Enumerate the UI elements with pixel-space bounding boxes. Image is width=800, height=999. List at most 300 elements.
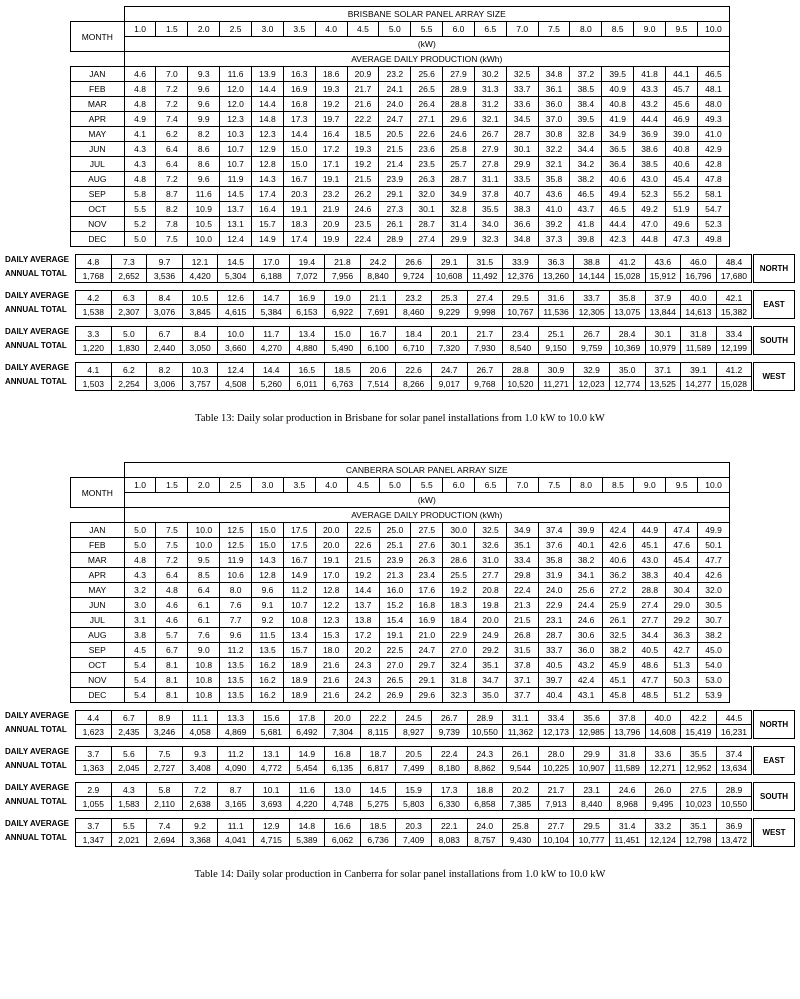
value-cell: 30.1: [506, 142, 538, 157]
value-cell: 19.2: [315, 97, 347, 112]
annual-total-label: ANNUAL TOTAL: [5, 341, 67, 350]
daily-average-cell: 21.7: [538, 783, 574, 797]
daily-average-label: DAILY AVERAGE: [5, 291, 70, 300]
value-cell: 21.0: [411, 628, 443, 643]
value-cell: 19.2: [347, 157, 379, 172]
value-cell: 11.9: [220, 553, 252, 568]
value-cell: 17.4: [252, 187, 284, 202]
daily-average-row: [76, 819, 752, 833]
value-cell: 23.2: [379, 67, 411, 82]
annual-total-cell: 4,420: [182, 269, 218, 283]
value-cell: 19.3: [347, 142, 379, 157]
daily-average-cell: 20.2: [503, 783, 539, 797]
annual-total-cell: 10,023: [681, 797, 717, 811]
table-row: [71, 142, 730, 157]
value-cell: 5.0: [124, 232, 156, 247]
daily-average-cell: 31.4: [609, 819, 645, 833]
daily-average-cell: 36.3: [538, 255, 574, 269]
value-cell: 34.2: [570, 157, 602, 172]
daily-average-cell: 9.3: [182, 747, 218, 761]
value-cell: 28.7: [506, 127, 538, 142]
value-cell: 42.8: [697, 157, 729, 172]
daily-average-cell: 21.8: [325, 255, 361, 269]
annual-total-cell: 5,681: [253, 725, 289, 739]
month-cell-mar: MAR: [71, 97, 125, 112]
summary-table-east: [75, 746, 752, 775]
value-cell: 30.1: [443, 538, 475, 553]
value-cell: 6.7: [156, 643, 188, 658]
summary-table-south: [75, 326, 752, 355]
value-cell: 7.6: [220, 598, 252, 613]
value-cell: 7.7: [220, 613, 252, 628]
value-cell: 42.4: [602, 523, 634, 538]
value-cell: 16.2: [252, 658, 284, 673]
month-cell-sep: SEP: [71, 643, 125, 658]
value-cell: 16.8: [283, 97, 315, 112]
value-cell: 38.2: [570, 172, 602, 187]
value-cell: 6.4: [156, 157, 188, 172]
daily-average-cell: 14.5: [218, 255, 254, 269]
value-cell: 24.7: [379, 112, 411, 127]
daily-average-cell: 10.1: [253, 783, 289, 797]
value-cell: 10.8: [188, 688, 220, 703]
size-header-18: 10.0: [697, 22, 729, 37]
annual-total-cell: 9,229: [431, 305, 467, 319]
annual-total-cell: 3,536: [147, 269, 183, 283]
annual-total-cell: 13,844: [645, 305, 681, 319]
value-cell: 30.2: [474, 67, 506, 82]
value-cell: 45.0: [698, 643, 730, 658]
daily-average-cell: 42.1: [716, 291, 752, 305]
production-table-canberra: [70, 462, 730, 703]
value-cell: 32.5: [506, 67, 538, 82]
size-header-18: 10.0: [698, 478, 730, 493]
value-cell: 43.2: [570, 658, 602, 673]
summary-group-south: [5, 782, 795, 811]
value-cell: 48.6: [634, 658, 666, 673]
value-cell: 42.9: [697, 142, 729, 157]
value-cell: 20.0: [315, 523, 347, 538]
value-cell: 15.7: [252, 217, 284, 232]
value-cell: 27.1: [411, 112, 443, 127]
value-cell: 7.2: [156, 97, 188, 112]
daily-average-cell: 24.5: [396, 711, 432, 725]
daily-average-cell: 13.0: [325, 783, 361, 797]
annual-total-cell: 1,347: [76, 833, 112, 847]
value-cell: 18.9: [283, 673, 315, 688]
value-cell: 26.3: [411, 553, 443, 568]
value-cell: 42.7: [666, 643, 698, 658]
value-cell: 34.7: [475, 673, 507, 688]
value-cell: 37.1: [506, 673, 538, 688]
summary-blocks-canberra: [5, 703, 795, 847]
value-cell: 18.9: [283, 658, 315, 673]
value-cell: 3.8: [124, 628, 156, 643]
annual-total-cell: 12,305: [574, 305, 610, 319]
annual-total-cell: 10,520: [503, 377, 539, 391]
value-cell: 29.2: [666, 613, 698, 628]
annual-total-cell: 11,589: [609, 761, 645, 775]
table-row: [71, 673, 730, 688]
tables-root: [0, 6, 800, 880]
table-row: [71, 82, 730, 97]
annual-total-cell: 8,083: [431, 833, 467, 847]
value-cell: 10.8: [188, 673, 220, 688]
daily-average-cell: 7.2: [182, 783, 218, 797]
size-header-9: 5.5: [411, 22, 443, 37]
annual-total-cell: 3,076: [147, 305, 183, 319]
month-cell-may: MAY: [71, 127, 125, 142]
value-cell: 8.2: [156, 202, 188, 217]
value-cell: 19.1: [283, 202, 315, 217]
value-cell: 14.8: [252, 112, 284, 127]
direction-label-south: SOUTH: [753, 326, 795, 355]
value-cell: 21.6: [347, 97, 379, 112]
annual-total-label: ANNUAL TOTAL: [5, 725, 67, 734]
value-cell: 37.0: [538, 112, 570, 127]
annual-total-cell: 8,115: [360, 725, 396, 739]
annual-total-cell: 8,862: [467, 761, 503, 775]
month-cell-mar: MAR: [71, 553, 125, 568]
annual-total-cell: 9,759: [574, 341, 610, 355]
size-header-1: 1.5: [156, 22, 188, 37]
annual-total-cell: 8,180: [431, 761, 467, 775]
value-cell: 8.1: [156, 673, 188, 688]
value-cell: 26.3: [411, 172, 443, 187]
daily-average-cell: 11.6: [289, 783, 325, 797]
direction-label-north: NORTH: [753, 254, 795, 283]
value-cell: 16.4: [315, 127, 347, 142]
value-cell: 44.4: [634, 112, 666, 127]
value-cell: 13.4: [283, 628, 315, 643]
value-cell: 9.6: [188, 172, 220, 187]
value-cell: 47.3: [665, 232, 697, 247]
daily-average-cell: 8.4: [182, 327, 218, 341]
daily-average-cell: 35.1: [681, 819, 717, 833]
annual-total-cell: 5,454: [289, 761, 325, 775]
value-cell: 7.5: [156, 232, 188, 247]
value-cell: 34.4: [570, 142, 602, 157]
value-cell: 4.8: [124, 82, 156, 97]
daily-average-cell: 24.2: [360, 255, 396, 269]
value-cell: 11.6: [188, 187, 220, 202]
value-cell: 10.7: [220, 142, 252, 157]
daily-average-cell: 24.6: [609, 783, 645, 797]
value-cell: 43.0: [634, 553, 666, 568]
annual-total-cell: 16,796: [681, 269, 717, 283]
daily-average-label: DAILY AVERAGE: [5, 255, 70, 264]
value-cell: 8.6: [188, 157, 220, 172]
daily-average-cell: 44.5: [716, 711, 752, 725]
table-row: [71, 112, 730, 127]
daily-average-cell: 13.4: [289, 327, 325, 341]
month-cell-sep: SEP: [71, 187, 125, 202]
annual-total-cell: 3,408: [182, 761, 218, 775]
annual-total-cell: 15,912: [645, 269, 681, 283]
value-cell: 39.7: [538, 673, 570, 688]
value-cell: 54.7: [697, 202, 729, 217]
daily-average-cell: 15.6: [253, 711, 289, 725]
value-cell: 25.9: [602, 598, 634, 613]
annual-total-cell: 4,220: [289, 797, 325, 811]
annual-total-cell: 10,225: [538, 761, 574, 775]
value-cell: 38.5: [634, 157, 666, 172]
value-cell: 47.7: [634, 673, 666, 688]
annual-total-cell: 4,869: [218, 725, 254, 739]
daily-average-cell: 4.4: [76, 711, 112, 725]
value-cell: 15.7: [283, 643, 315, 658]
value-cell: 36.1: [538, 82, 570, 97]
table-row: [71, 217, 730, 232]
value-cell: 35.1: [506, 538, 538, 553]
value-cell: 32.1: [474, 112, 506, 127]
array-size-header-row: [71, 7, 730, 22]
daily-average-cell: 26.7: [574, 327, 610, 341]
month-cell-jul: JUL: [71, 157, 125, 172]
value-cell: 10.5: [188, 217, 220, 232]
annual-total-cell: 8,840: [360, 269, 396, 283]
value-cell: 15.0: [252, 523, 284, 538]
month-cell-dec: DEC: [71, 232, 125, 247]
value-cell: 41.8: [634, 67, 666, 82]
value-cell: 15.0: [252, 538, 284, 553]
value-cell: 30.8: [538, 127, 570, 142]
value-cell: 8.6: [188, 142, 220, 157]
month-cell-aug: AUG: [71, 628, 125, 643]
value-cell: 29.2: [475, 643, 507, 658]
value-cell: 12.0: [220, 97, 252, 112]
value-cell: 12.9: [252, 142, 284, 157]
value-cell: 18.0: [315, 643, 347, 658]
value-cell: 10.3: [220, 127, 252, 142]
annual-total-cell: 16,231: [716, 725, 752, 739]
annual-total-cell: 4,508: [218, 377, 254, 391]
value-cell: 13.5: [220, 688, 252, 703]
value-cell: 5.0: [124, 523, 156, 538]
annual-total-cell: 6,330: [431, 797, 467, 811]
size-header-16: 9.0: [634, 22, 666, 37]
daily-average-row: [76, 327, 752, 341]
daily-average-cell: 20.0: [325, 711, 361, 725]
annual-total-cell: 1,055: [76, 797, 112, 811]
daily-average-cell: 23.2: [396, 291, 432, 305]
avg-band-label: AVERAGE DAILY PRODUCTION (kWh): [124, 508, 729, 523]
daily-average-cell: 12.9: [253, 819, 289, 833]
size-header-6: 4.0: [315, 478, 347, 493]
value-cell: 39.0: [665, 127, 697, 142]
value-cell: 9.2: [252, 613, 284, 628]
annual-total-cell: 11,451: [609, 833, 645, 847]
value-cell: 10.6: [220, 568, 252, 583]
value-cell: 29.9: [443, 232, 475, 247]
value-cell: 36.3: [666, 628, 698, 643]
daily-average-cell: 40.0: [681, 291, 717, 305]
daily-average-cell: 16.9: [289, 291, 325, 305]
value-cell: 37.8: [474, 187, 506, 202]
value-cell: 12.8: [252, 157, 284, 172]
daily-average-cell: 7.5: [147, 747, 183, 761]
annual-total-label: ANNUAL TOTAL: [5, 305, 67, 314]
value-cell: 19.1: [315, 553, 347, 568]
value-cell: 47.7: [698, 553, 730, 568]
value-cell: 4.1: [124, 127, 156, 142]
value-cell: 46.9: [665, 112, 697, 127]
value-cell: 6.1: [188, 613, 220, 628]
value-cell: 42.3: [602, 232, 634, 247]
value-cell: 15.0: [283, 142, 315, 157]
value-cell: 34.8: [506, 232, 538, 247]
value-cell: 45.4: [665, 172, 697, 187]
daily-average-cell: 22.2: [360, 711, 396, 725]
annual-total-cell: 6,135: [325, 761, 361, 775]
value-cell: 20.3: [283, 187, 315, 202]
value-cell: 39.5: [570, 112, 602, 127]
value-cell: 28.7: [538, 628, 570, 643]
value-cell: 29.6: [411, 688, 443, 703]
value-cell: 28.7: [443, 172, 475, 187]
value-cell: 58.1: [697, 187, 729, 202]
value-cell: 31.2: [474, 97, 506, 112]
month-cell-nov: NOV: [71, 673, 125, 688]
annual-total-cell: 12,376: [503, 269, 539, 283]
daily-average-cell: 8.4: [147, 291, 183, 305]
annual-total-cell: 2,110: [147, 797, 183, 811]
annual-total-cell: 14,613: [681, 305, 717, 319]
annual-total-cell: 15,382: [716, 305, 752, 319]
value-cell: 36.2: [602, 568, 634, 583]
annual-total-cell: 13,260: [538, 269, 574, 283]
size-header-2: 2.0: [188, 22, 220, 37]
annual-total-row: [76, 761, 752, 775]
annual-total-cell: 9,150: [538, 341, 574, 355]
value-cell: 21.5: [347, 172, 379, 187]
size-header-13: 7.5: [538, 478, 570, 493]
value-cell: 5.4: [124, 673, 156, 688]
header-spacer-cell: [71, 7, 125, 22]
annual-total-cell: 7,072: [289, 269, 325, 283]
daily-average-cell: 26.7: [431, 711, 467, 725]
daily-average-cell: 18.4: [396, 327, 432, 341]
daily-average-row: [76, 255, 752, 269]
summary-blocks-brisbane: [5, 247, 795, 391]
annual-total-cell: 11,536: [538, 305, 574, 319]
annual-total-cell: 1,768: [76, 269, 112, 283]
value-cell: 19.2: [443, 583, 475, 598]
daily-average-cell: 35.6: [574, 711, 610, 725]
daily-average-cell: 25.3: [431, 291, 467, 305]
annual-total-row: [76, 305, 752, 319]
value-cell: 14.4: [252, 82, 284, 97]
daily-average-cell: 40.0: [645, 711, 681, 725]
daily-average-cell: 4.8: [76, 255, 112, 269]
value-cell: 27.0: [379, 658, 411, 673]
annual-total-cell: 12,774: [609, 377, 645, 391]
daily-average-cell: 6.2: [111, 363, 147, 377]
annual-total-cell: 10,550: [716, 797, 752, 811]
value-cell: 8.7: [156, 187, 188, 202]
value-cell: 27.4: [411, 232, 443, 247]
size-header-9: 5.5: [411, 478, 443, 493]
value-cell: 41.8: [570, 217, 602, 232]
value-cell: 11.2: [283, 583, 315, 598]
table-row: [71, 628, 730, 643]
value-cell: 31.1: [474, 172, 506, 187]
value-cell: 12.3: [220, 112, 252, 127]
annual-total-cell: 2,694: [147, 833, 183, 847]
value-cell: 47.4: [666, 523, 698, 538]
daily-average-cell: 7.4: [147, 819, 183, 833]
value-cell: 38.4: [570, 97, 602, 112]
month-header: MONTH: [71, 22, 125, 52]
value-cell: 9.6: [220, 628, 252, 643]
value-cell: 15.4: [379, 613, 411, 628]
value-cell: 47.0: [634, 217, 666, 232]
value-cell: 17.5: [283, 523, 315, 538]
daily-average-cell: 37.9: [645, 291, 681, 305]
month-header: MONTH: [71, 478, 125, 508]
value-cell: 19.8: [475, 598, 507, 613]
value-cell: 36.9: [634, 127, 666, 142]
value-cell: 16.0: [379, 583, 411, 598]
summary-table-south: [75, 782, 752, 811]
daily-average-cell: 12.1: [182, 255, 218, 269]
value-cell: 12.8: [252, 568, 284, 583]
annual-total-cell: 3,006: [147, 377, 183, 391]
daily-average-cell: 28.9: [716, 783, 752, 797]
value-cell: 34.4: [634, 628, 666, 643]
table-row: [71, 658, 730, 673]
value-cell: 24.6: [570, 613, 602, 628]
value-cell: 44.4: [602, 217, 634, 232]
daily-average-label: DAILY AVERAGE: [5, 783, 70, 792]
annual-total-cell: 9,430: [503, 833, 539, 847]
value-cell: 23.6: [411, 142, 443, 157]
annual-total-cell: 9,495: [645, 797, 681, 811]
daily-average-cell: 24.7: [431, 363, 467, 377]
value-cell: 5.2: [124, 217, 156, 232]
direction-label-west: WEST: [753, 362, 795, 391]
annual-total-cell: 7,409: [396, 833, 432, 847]
value-cell: 6.1: [188, 598, 220, 613]
value-cell: 35.0: [475, 688, 507, 703]
annual-total-cell: 10,104: [538, 833, 574, 847]
value-cell: 32.2: [538, 142, 570, 157]
value-cell: 37.4: [538, 523, 570, 538]
table-row: [71, 583, 730, 598]
daily-average-cell: 42.2: [681, 711, 717, 725]
avg-band-row: [71, 508, 730, 523]
value-cell: 23.9: [379, 172, 411, 187]
table-caption-canberra: Table 14: Daily solar production in Canberra for solar panel installations from 1.0 kW to 10.0 kW: [194, 869, 606, 880]
summary-group-east: [5, 290, 795, 319]
value-cell: 47.8: [697, 172, 729, 187]
value-cell: 15.3: [315, 628, 347, 643]
annual-total-cell: 10,777: [574, 833, 610, 847]
annual-total-cell: 4,715: [253, 833, 289, 847]
size-header-4: 3.0: [252, 478, 284, 493]
value-cell: 4.6: [156, 613, 188, 628]
value-cell: 25.0: [379, 523, 411, 538]
daily-average-cell: 16.7: [360, 327, 396, 341]
daily-average-cell: 20.1: [431, 327, 467, 341]
value-cell: 49.6: [665, 217, 697, 232]
annual-total-cell: 2,435: [111, 725, 147, 739]
value-cell: 32.6: [475, 538, 507, 553]
annual-total-cell: 11,362: [503, 725, 539, 739]
value-cell: 6.4: [156, 142, 188, 157]
value-cell: 27.5: [411, 523, 443, 538]
value-cell: 29.8: [506, 568, 538, 583]
